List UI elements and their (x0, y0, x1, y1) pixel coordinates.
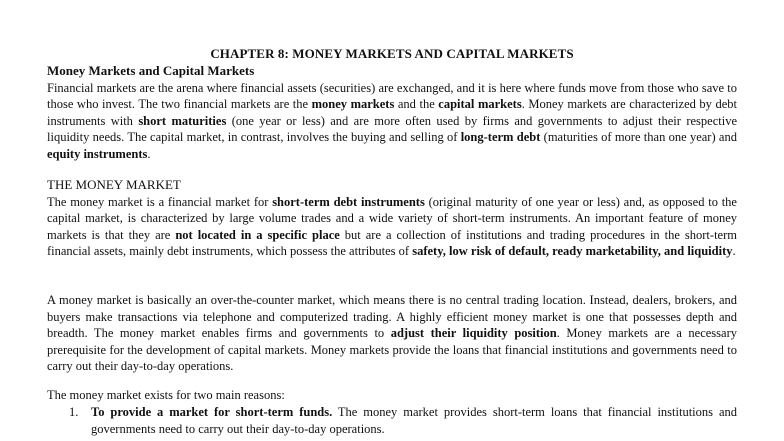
section-money-and-capital-markets (47, 63, 737, 163)
list-number: 1. (69, 405, 79, 419)
text-run: . Money markets are a necessary prerequisite for the development of capital markets. Money markets provide the loans that financial institutions and governments need to carry out their day-to-day operations. (47, 326, 737, 374)
text-run: The money market is a financial market for (47, 194, 273, 209)
reasons-intro-text: The money market exists for two main reasons: (47, 388, 285, 402)
bold-term: equity instruments (47, 146, 148, 161)
chapter-title: CHAPTER 8: MONEY MARKETS AND CAPITAL MARKETS (210, 46, 574, 61)
text-run: and the (394, 97, 439, 112)
section-heading-money-market: THE MONEY MARKET (47, 177, 181, 192)
text-run: . (732, 244, 736, 259)
section-the-money-market (47, 177, 737, 260)
text-run: A money market is basically an over-the-counter market, which means there is no central trading location. Instead, dealers, brokers, and buyers make transactions via telephone and computerized trading. A highly efficient money market is one that possesses depth and breadth. The money market enables firms and governments to (47, 293, 737, 341)
list-item-lead: To provide a market for short-term funds. (91, 405, 333, 419)
bold-term: safety, low risk of default, ready marketability, and liquidity (412, 244, 733, 259)
section-otc-market (47, 292, 737, 375)
text-run: Financial markets are the arena where financial assets (securities) are exchanged, and it is here where funds move from those who save to those who invest. The two financial markets are the (47, 80, 737, 112)
text-run: . (147, 146, 151, 161)
reasons-intro (47, 387, 737, 404)
bold-term: money markets (311, 97, 395, 112)
text-run: but are a collection of institutions and trading procedures in the short-term financial assets, mainly debt instruments, which possess the attributes of (47, 227, 737, 259)
list-item-text (91, 404, 737, 437)
text-run: . Money markets are characterized by debt instruments with (47, 97, 737, 128)
text-run: (original maturity of one year or less) and, as opposed to the capital market, is characterized by large volume trades and a wide variety of short-term instruments. An important feature of money markets is that they are (47, 194, 737, 242)
paragraph-money-market-definition (47, 194, 737, 260)
bold-term: short maturities (138, 113, 227, 128)
bold-term: not located in a specific place (175, 227, 340, 242)
section-heading-money-and-capital: Money Markets and Capital Markets (47, 63, 255, 78)
bold-term: adjust their liquidity position (390, 326, 557, 341)
text-run: (maturities of more than one year) and (540, 130, 737, 145)
bold-term: capital markets (438, 97, 522, 112)
paragraph-financial-markets (47, 80, 737, 163)
paragraph-over-the-counter (47, 292, 737, 375)
text-run: (one year or less) and are more often used by firms and governments to adjust their respective liquidity needs. The capital market, in contrast, involves the buying and selling of (47, 113, 737, 145)
bold-term: long-term debt (460, 130, 541, 145)
list-item-body: The money market provides short-term loans that financial institutions and governments need to carry out their day-to-day operations. (91, 405, 737, 436)
bold-term: short-term debt instruments (272, 194, 425, 209)
